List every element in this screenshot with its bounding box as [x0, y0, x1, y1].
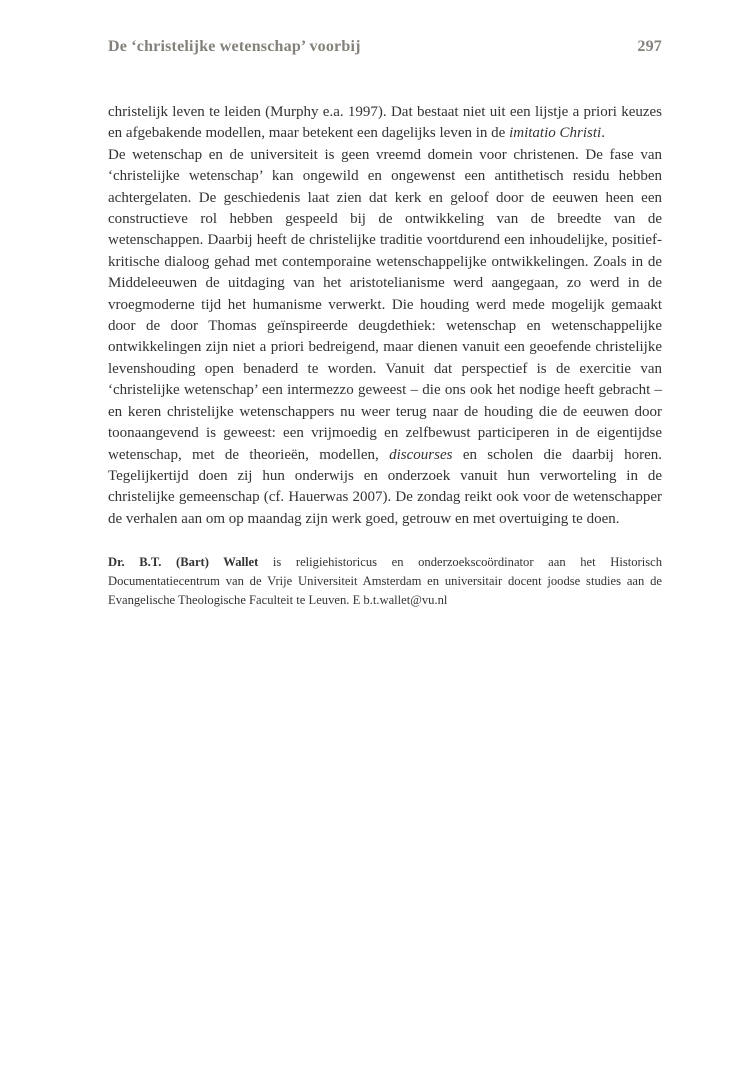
page-header	[108, 38, 662, 56]
author-name: Dr. B.T. (Bart) Wallet	[108, 555, 259, 570]
article-body	[108, 102, 662, 530]
author-bio	[108, 553, 662, 609]
paragraph-1-text: christelijk leven te leiden (Murphy e.a. 1997). Dat bestaat niet uit een lijstje a priori keuzes en afgebakende modellen, maar betekent een dagelijks leven in de	[108, 104, 662, 142]
latin-phrase-italic: imitatio Christi	[509, 125, 602, 142]
author-bio-text: is religiehistoricus en onderzoekscoördinator aan het Historisch Documentatiecentrum van de Vrije Universiteit Amsterdam en universitair docent joodse studies aan de Evangelische Theologische Faculteit te Leuven. E b.t.wallet@vu.nl	[108, 555, 662, 607]
paragraph-1-end: .	[601, 125, 605, 142]
paragraph-2	[108, 145, 662, 530]
page-number: 297	[637, 38, 662, 55]
discourses-italic: discourses	[389, 446, 453, 463]
paragraph-2-end: en scholen die daarbij horen. Tegelijkertijd doen zij hun onderwijs en onderzoek vanuit hun verworteling in de christelijke gemeenschap (cf. Hauerwas 2007). De zondag reikt ook voor de wetenschapper de verhalen aan om op maandag zijn werk goed, getrouw en met overtuiging te doen.	[108, 446, 662, 527]
paragraph-2-text: De wetenschap en de universiteit is geen vreemd domein voor christenen. De fase van ‘christelijke wetenschap’ kan ongewild en ongewenst een antithetisch residu hebben achtergelaten. De geschiedenis laat zien dat kerk en geloof door de eeuwen heen een constructieve rol hebben gespeeld bij de ontwikkeling van de breedte van de wetenschappen. Daarbij heeft de christelijke traditie voortdurend een inhoudelijke, positief-kritische dialoog gehad met contemporaine wetenschappelijke ontwikkelingen. Zoals in de Middeleeuwen de uitdaging van het aristotelianisme werd aangegaan, zo werd in de vroegmoderne tijd het humanisme verwerkt. Die houding werd mede mogelijk gemaakt door de door Thomas geïnspireerde deugdethiek: wetenschap en wetenschappelijke ontwikkelingen zijn niet a priori bedreigend, maar dienen vanuit een geoefende christelijke levenshouding open benaderd te worden. Vanuit dat perspectief is de exercitie van ‘christelijke wetenschap’ een intermezzo geweest – die ons ook het nodige heeft gebracht – en keren christelijke wetenschappers nu weer terug naar de houding die de eeuwen door toonaangevend is geweest: een vrijmoedig en zelfbewust participeren in de eigentijdse wetenschap, met de theorieën, modellen,	[108, 146, 662, 463]
page-content	[108, 38, 662, 610]
running-title: De ‘christelijke wetenschap’ voorbij	[108, 38, 361, 55]
paragraph-1	[108, 102, 662, 145]
